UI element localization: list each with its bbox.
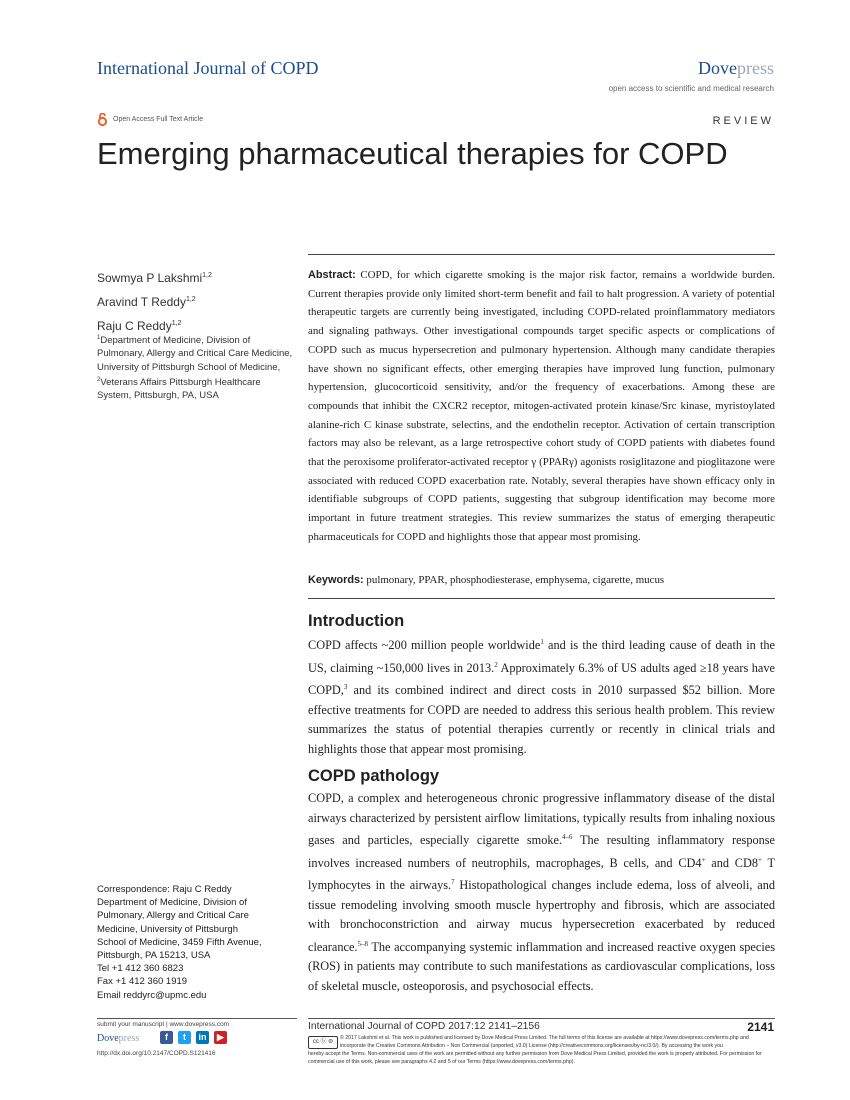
publisher-tagline: open access to scientific and medical research <box>608 84 774 93</box>
author-list <box>97 265 212 337</box>
facebook-icon[interactable]: f <box>160 1031 173 1044</box>
author: Raju C Reddy$^{1,2}$ <box>97 319 182 333</box>
license-text: © 2017 Lakshmi et al. This work is published and licensed by Dove Medical Press Limited. The full terms of this license are available at https://www.dovepress.com/terms.php and incorporate the Creative Commons Attribution – Non Commercial (unported, v3.0) License (http://creativecommons.org/licenses/by-nc/3.0/). By accessing the work you <box>340 1035 749 1050</box>
social-links <box>160 1031 227 1044</box>
citation-ref[interactable]: 5–8 <box>357 939 368 948</box>
linkedin-icon[interactable]: in <box>196 1031 209 1044</box>
page-number: 2141 <box>747 1020 774 1034</box>
introduction-paragraph: COPD affects ~200 million people worldwide$^1$ and is the third leading cause of death in the US, claiming ~150,000 lives in 2013.$^2$ Approximately 6.3% of US adults aged ≥18 years have COPD,$^3$ and its combined indirect and direct costs in 2010 surpassed $52 billion. More effective treatments for COPD are needed to address this serious health problem. This review summarizes the status of potential therapies currently or recently in clinical trials and highlights those that appear most promising. <box>308 638 775 756</box>
citation-ref[interactable]: 4–6 <box>562 833 573 841</box>
publisher-logo[interactable]: Dovepress <box>698 58 774 78</box>
article-type: REVIEW <box>712 115 774 127</box>
citation-ref[interactable]: 2 <box>494 660 498 669</box>
pathology-paragraph: COPD, a complex and heterogeneous chronic progressive inflammatory disease of the distal airways characterized by persistent airflow limitations, typically results from inhaling noxious gases and particles, especially cigarette smoke.$^{4-6}$ The resulting inflammatory response involves increased numbers of neutrophils, macrophages, B cells, and CD4+ and CD8+ T lymphocytes in the airways.$^7$ Histopathological changes include edema, loss of alveoli, and tissue remodeling involving smooth muscle hypertrophy and fibrosis, which are associated with bronchoconstriction and airway mucus hypersecretion exacerbated by reduced clearance.$^{5-8}$ The accompanying systemic inflammation and increased reactive oxygen species (ROS) in patients may contribute to such manifestations as cardiovascular complications, loss of skeletal muscle, osteoporosis, and psychosocial effects. <box>308 791 776 993</box>
doi-link[interactable]: http://dx.doi.org/10.2147/COPD.S121416 <box>97 1050 216 1057</box>
divider <box>308 254 775 255</box>
open-access-icon <box>97 113 108 126</box>
article-title: Emerging pharmaceutical therapies for COPD <box>97 136 728 171</box>
twitter-icon[interactable]: t <box>178 1031 191 1044</box>
email-link[interactable]: Email reddyrc@upmc.edu <box>97 989 207 1001</box>
open-access-badge <box>97 113 203 126</box>
section-heading-introduction: Introduction <box>308 612 405 630</box>
dovepress-logo-small[interactable]: Dovepress <box>97 1033 140 1044</box>
abstract <box>308 266 775 547</box>
author: Sowmya P Lakshmi$^{1,2}$ <box>97 271 212 285</box>
citation-ref[interactable]: 3 <box>343 683 348 692</box>
youtube-icon[interactable]: ▶ <box>214 1031 227 1044</box>
license-text: hereby accept the Terms. Non-commercial uses of the work are permitted without any further permission from Dove Medical Press Limited, provided the work is properly attributed. For permission for commercial use of this work, please see paragraphs 4.2 and 5 of our Terms (https://www.dovepress.com/terms.php). <box>308 1051 762 1066</box>
submit-manuscript-link[interactable]: submit your manuscript | www.dovepress.com <box>97 1021 230 1028</box>
abstract-label: Abstract: <box>308 269 356 281</box>
correspondence: Correspondence: Raju C Reddy Department of Medicine, Division of Pulmonary, Allergy and Critical Care Medicine, University of Pittsburgh School of Medicine, 3459 Fifth Avenue, Pittsburgh, PA 15213, USA Tel +1 412 360 6823 Fax +1 412 360 1919 Email reddyrc@upmc.edu <box>97 883 297 1002</box>
citation-ref[interactable]: 1 <box>540 638 544 646</box>
journal-name: International Journal of COPD <box>97 58 319 78</box>
section-heading-pathology: COPD pathology <box>308 767 440 785</box>
divider <box>308 1018 775 1019</box>
divider <box>308 598 775 599</box>
author: Aravind T Reddy$^{1,2}$ <box>97 295 196 309</box>
open-access-label: Open Access Full Text Article <box>113 116 204 123</box>
divider <box>97 1018 297 1019</box>
abstract-text: COPD, for which cigarette smoking is the major risk factor, remains a worldwide burden. Current therapies provide only limited short-term benefit and fail to halt progression. A variety of potential therapeutic targets are currently being investigated, including COPD-related proinflammatory mediators and signaling pathways. Other investigational compounds target specific aspects or complications of COPD such as mucus hypersecretion and pulmonary hypertension. Although many candidate therapies have shown no significant effects, other emerging therapies have improved lung function, pulmonary hypertension, glucocorticoid sensitivity, and/or the frequency of exacerbations. Among these are compounds that inhibit the CXCR2 receptor, mitogen-activated protein kinase/Src kinase, myristoylated alanine-rich C kinase substrate, selectins, and the endothelin receptor. Activation of certain transcription factors may also be relevant, as a large retrospective cohort study of COPD patients with diabetes found that the peroxisome proliferator-activated receptor γ (PPARγ) agonists rosiglitazone and pioglitazone were associated with reduced COPD exacerbation rate. Notably, several therapies have shown efficacy only in identifiable subgroups of COPD patients, suggesting that subgroup identification may become more important in future treatment strategies. This review summarizes the status of emerging therapeutic pharmaceuticals for COPD and highlights those that appear most promising. <box>308 269 775 543</box>
affiliations: $^1$Department of Medicine, Division of Pulmonary, Allergy and Critical Care Medicine, University of Pittsburgh School of Medicine, $^2$Veterans Affairs Pittsburgh Healthcare System, Pittsburgh, PA, USA <box>97 335 293 402</box>
citation: International Journal of COPD 2017:12 2141–2156 <box>308 1021 540 1032</box>
cc-license-icon[interactable]: cc ⓑ ⊜ <box>308 1036 338 1049</box>
citation-ref[interactable]: 7 <box>451 878 455 887</box>
keywords: Keywords: pulmonary, PPAR, phosphodiesterase, emphysema, cigarette, mucus <box>308 574 665 586</box>
